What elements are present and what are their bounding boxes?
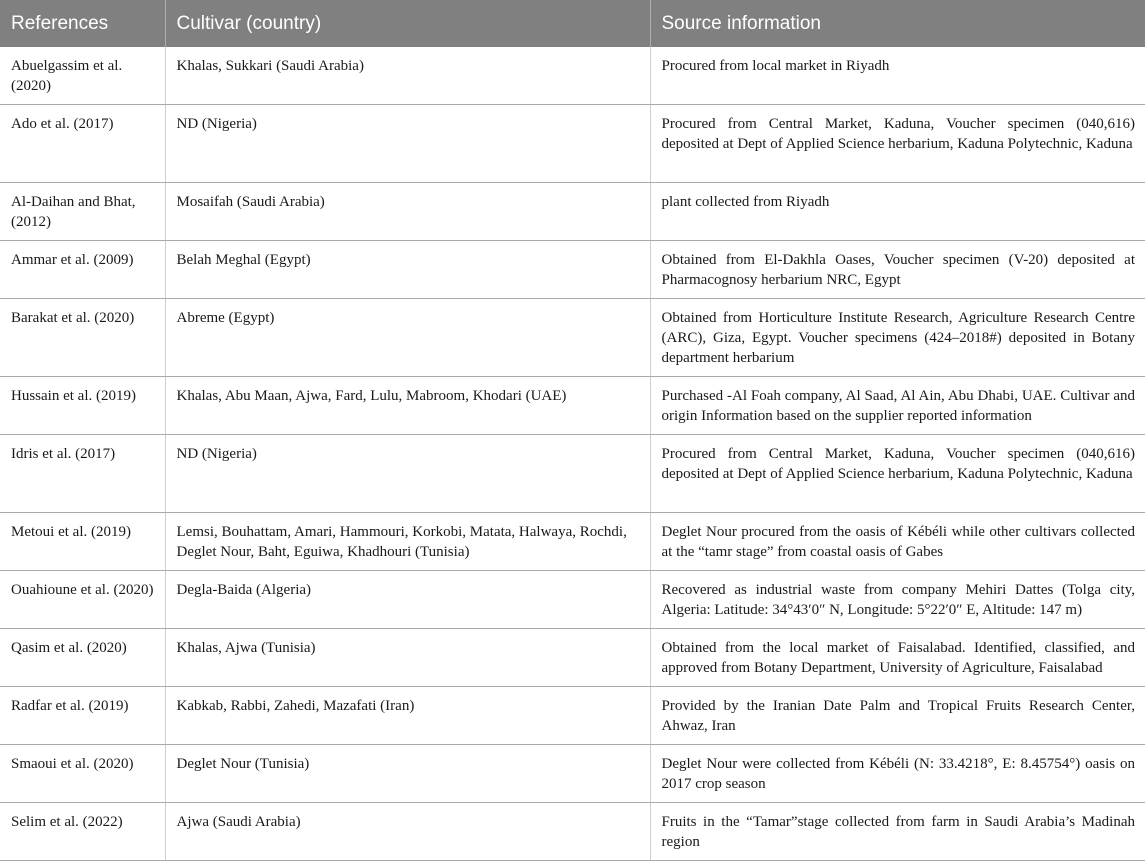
- cell-reference: Radfar et al. (2019): [0, 687, 165, 745]
- cell-source: Obtained from El-Dakhla Oases, Voucher specimen (V-20) deposited at Pharmacognosy herbarium NRC, Egypt: [650, 241, 1145, 299]
- table-row: [0, 745, 1145, 803]
- cell-source: Provided by the Iranian Date Palm and Tropical Fruits Research Center, Ahwaz, Iran: [650, 687, 1145, 745]
- table-row: [0, 803, 1145, 861]
- cell-source: Procured from local market in Riyadh: [650, 47, 1145, 105]
- cell-reference: Ado et al. (2017): [0, 105, 165, 183]
- cell-reference: Qasim et al. (2020): [0, 629, 165, 687]
- cell-source: Fruits in the “Tamar”stage collected from farm in Saudi Arabia’s Madinah region: [650, 803, 1145, 861]
- cell-reference: Al-Daihan and Bhat, (2012): [0, 183, 165, 241]
- cell-source: plant collected from Riyadh: [650, 183, 1145, 241]
- cell-cultivar: ND (Nigeria): [165, 435, 650, 513]
- cell-source: Deglet Nour procured from the oasis of Kébéli while other cultivars collected at the “tamr stage” from coastal oasis of Gabes: [650, 513, 1145, 571]
- table-row: [0, 513, 1145, 571]
- cell-source: Obtained from Horticulture Institute Research, Agriculture Research Centre (ARC), Giza, Egypt. Voucher specimens (424–2018#) deposited in Botany department herbarium: [650, 299, 1145, 377]
- table-row: [0, 687, 1145, 745]
- cell-cultivar: Khalas, Sukkari (Saudi Arabia): [165, 47, 650, 105]
- cell-source: Recovered as industrial waste from company Mehiri Dattes (Tolga city, Algeria: Latitude: 34°43′0″ N, Longitude: 5°22′0″ E, Altitude: 147 m): [650, 571, 1145, 629]
- cell-cultivar: Lemsi, Bouhattam, Amari, Hammouri, Korkobi, Matata, Halwaya, Rochdi, Deglet Nour, Baht, Eguiwa, Khadhouri (Tunisia): [165, 513, 650, 571]
- table-header: [0, 0, 1145, 47]
- header-cultivar: Cultivar (country): [165, 0, 650, 47]
- cell-source: Procured from Central Market, Kaduna, Voucher specimen (040,616) deposited at Dept of Applied Science herbarium, Kaduna Polytechnic, Kaduna: [650, 435, 1145, 513]
- cell-reference: Hussain et al. (2019): [0, 377, 165, 435]
- table-row: [0, 299, 1145, 377]
- cell-source: Procured from Central Market, Kaduna, Voucher specimen (040,616) deposited at Dept of Applied Science herbarium, Kaduna Polytechnic, Kaduna: [650, 105, 1145, 183]
- cell-cultivar: ND (Nigeria): [165, 105, 650, 183]
- cell-reference: Ouahioune et al. (2020): [0, 571, 165, 629]
- cell-reference: Abuelgassim et al. (2020): [0, 47, 165, 105]
- cell-cultivar: Kabkab, Rabbi, Zahedi, Mazafati (Iran): [165, 687, 650, 745]
- table-row: [0, 571, 1145, 629]
- table-row: [0, 47, 1145, 105]
- cell-cultivar: Deglet Nour (Tunisia): [165, 745, 650, 803]
- cell-cultivar: Abreme (Egypt): [165, 299, 650, 377]
- cell-source: Purchased -Al Foah company, Al Saad, Al Ain, Abu Dhabi, UAE. Cultivar and origin Information based on the supplier reported information: [650, 377, 1145, 435]
- cell-reference: Idris et al. (2017): [0, 435, 165, 513]
- table-row: [0, 105, 1145, 183]
- cell-cultivar: Khalas, Ajwa (Tunisia): [165, 629, 650, 687]
- table-row: [0, 377, 1145, 435]
- header-row: [0, 0, 1145, 47]
- cell-reference: Metoui et al. (2019): [0, 513, 165, 571]
- cell-cultivar: Degla-Baida (Algeria): [165, 571, 650, 629]
- table-row: [0, 183, 1145, 241]
- cell-reference: Ammar et al. (2009): [0, 241, 165, 299]
- cell-reference: Barakat et al. (2020): [0, 299, 165, 377]
- cell-cultivar: Mosaifah (Saudi Arabia): [165, 183, 650, 241]
- cell-cultivar: Belah Meghal (Egypt): [165, 241, 650, 299]
- table-row: [0, 241, 1145, 299]
- cell-reference: Selim et al. (2022): [0, 803, 165, 861]
- table-row: [0, 435, 1145, 513]
- cell-source: Obtained from the local market of Faisalabad. Identified, classified, and approved from Botany Department, University of Agriculture, Faisalabad: [650, 629, 1145, 687]
- table-row: [0, 629, 1145, 687]
- header-references: References: [0, 0, 165, 47]
- table-body: [0, 47, 1145, 861]
- cell-cultivar: Ajwa (Saudi Arabia): [165, 803, 650, 861]
- header-source: Source information: [650, 0, 1145, 47]
- cell-reference: Smaoui et al. (2020): [0, 745, 165, 803]
- cell-source: Deglet Nour were collected from Kébéli (N: 33.4218°, E: 8.45754°) oasis on 2017 crop season: [650, 745, 1145, 803]
- cell-cultivar: Khalas, Abu Maan, Ajwa, Fard, Lulu, Mabroom, Khodari (UAE): [165, 377, 650, 435]
